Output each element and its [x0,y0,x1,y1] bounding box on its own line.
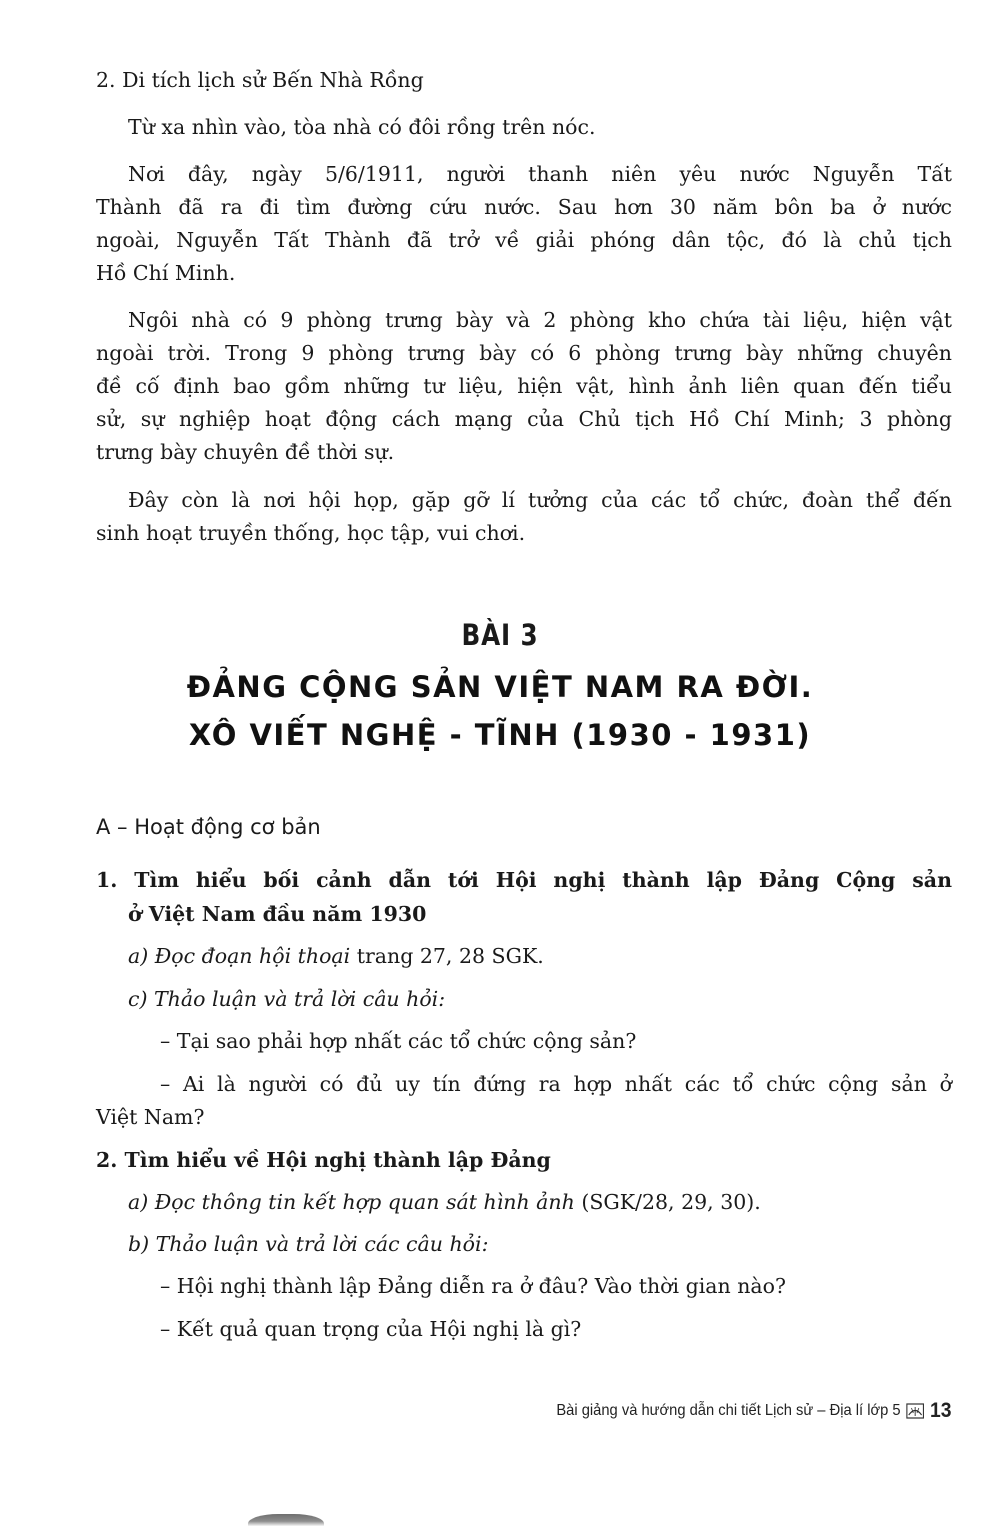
paragraph-line: Nơi đây, ngày 5/6/1911, người thanh niên yêu nước Nguyễn Tất [128,162,952,186]
book-title: Bài giảng và hướng dẫn chi tiết Lịch sử – Địa lí lớp 5 [556,1402,902,1419]
activity2-title: 2. Tìm hiểu về Hội nghị thành lập Đảng [96,1148,551,1172]
page-footer [557,1399,952,1423]
question: – Tại sao phải hợp nhất các tổ chức cộng sản? [160,1029,637,1053]
paragraph-line: Đây còn là nơi hội họp, gặp gỡ lí tưởng của các tổ chức, đoàn thể đến [128,488,952,512]
paragraph-line: sinh hoạt truyền thống, học tập, vui chơi. [96,521,526,545]
activity1-title-cont: ở Việt Nam đầu năm 1930 [128,902,427,926]
activity2-item-a [128,1186,952,1219]
lesson-number: BÀI 3 [461,618,539,652]
paragraph-line: trưng bày chuyên đề thời sự. [96,440,395,464]
item-a-italic: a) Đọc thông tin kết hợp quan sát hình ảnh [128,1190,575,1214]
question: – Hội nghị thành lập Đảng diễn ra ở đâu? Vào thời gian nào? [160,1274,786,1298]
paragraph-line: Ngôi nhà có 9 phòng trưng bày và 2 phòng kho chứa tài liệu, hiện vật [128,308,952,332]
item-a-text: (SGK/28, 29, 30). [574,1190,761,1214]
page-number: 13 [930,1399,952,1422]
paragraph-line: Từ xa nhìn vào, tòa nhà có đôi rồng trên nóc. [128,115,596,139]
lesson-title-line1: ĐẢNG CỘNG SẢN VIỆT NAM RA ĐỜI. [186,670,814,704]
paragraph-line: ngoài, Nguyễn Tất Thành đã trở về giải phóng dân tộc, đó là chủ tịch [96,228,952,252]
paragraph-line: Thành đã ra đi tìm đường cứu nước. Sau hơn 30 năm bôn ba ở nước [96,195,952,219]
paragraph-line: sử, sự nghiệp hoạt động cách mạng của Chủ tịch Hồ Chí Minh; 3 phòng [96,407,952,431]
item-a-italic: a) Đọc đoạn hội thoại [128,944,351,968]
activity1-item-c: c) Thảo luận và trả lời câu hỏi: [128,987,446,1011]
activity2-item-b: b) Thảo luận và trả lời các câu hỏi: [128,1232,489,1256]
paragraph-line: Hồ Chí Minh. [96,261,236,285]
paragraph-line: ngoài trời. Trong 9 phòng trưng bày có 6 phòng trưng bày những chuyên [96,341,952,365]
question: – Ai là người có đủ uy tín đứng ra hợp nhất các tổ chức cộng sản ở [160,1072,952,1096]
activity1-item-a [128,940,952,973]
section-heading: 2. Di tích lịch sử Bến Nhà Rồng [96,68,424,92]
book-icon [907,1403,925,1419]
item-a-text: trang 27, 28 SGK. [350,944,544,968]
lesson-title-line2: XÔ VIẾT NGHỆ - TĨNH (1930 - 1931) [188,718,812,752]
paragraph-line: đề cố định bao gồm những tư liệu, hiện vật, hình ảnh liên quan đến tiểu [96,374,952,398]
activity1-title: 1. Tìm hiểu bối cảnh dẫn tới Hội nghị thành lập Đảng Cộng sản [96,868,952,892]
part-a-heading: A – Hoạt động cơ bản [96,815,321,839]
scan-smudge [248,1514,324,1526]
question: – Kết quả quan trọng của Hội nghị là gì? [160,1317,582,1341]
question-cont: Việt Nam? [96,1105,205,1129]
